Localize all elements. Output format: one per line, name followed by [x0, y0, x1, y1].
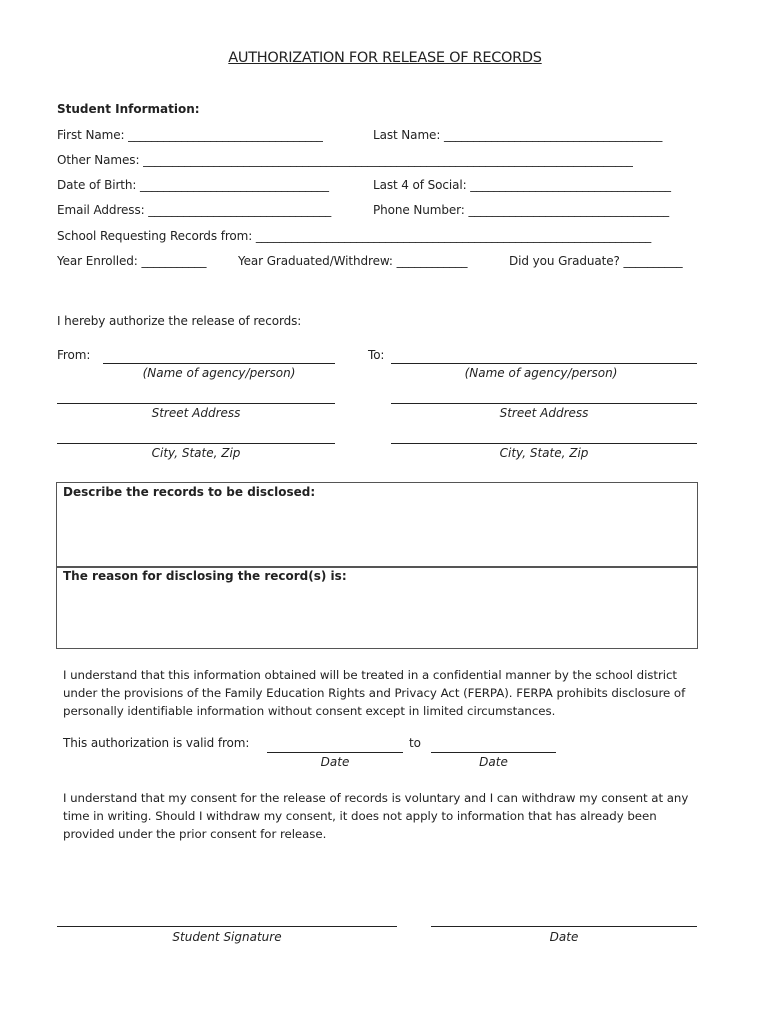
consent-paragraph: I understand that my consent for the release of records is voluntary and I can withdraw my consent at any time in writing. Should I withdraw my consent, it does not apply to information that has already been provided under the prior consent for release.: [63, 791, 689, 841]
to-label: To:: [368, 348, 385, 362]
student-signature-line[interactable]: [57, 926, 397, 927]
student-info-heading: Student Information:: [57, 102, 200, 116]
from-label: From:: [57, 348, 91, 362]
first-name-field[interactable]: First Name: _________________________________: [57, 128, 323, 142]
to-city-line[interactable]: [391, 443, 697, 444]
to-street-caption: Street Address: [499, 406, 589, 420]
signature-date-line[interactable]: [431, 926, 697, 927]
school-requesting-field[interactable]: School Requesting Records from: ___________________________________________________________________: [57, 229, 652, 243]
valid-to-date-caption: Date: [479, 755, 508, 769]
ferpa-paragraph: I understand that this information obtained will be treated in a confidential manner by the school district under the provisions of the Family Education Rights and Privacy Act (FERPA). FERPA prohibits disclosure of personally identifiable information without consent except in limited circumstances.: [63, 668, 686, 718]
to-name-line[interactable]: [391, 363, 697, 364]
last4-social-field[interactable]: Last 4 of Social: __________________________________: [373, 178, 671, 192]
to-name-caption: (Name of agency/person): [464, 366, 618, 380]
authorize-text: I hereby authorize the release of records:: [57, 314, 302, 328]
from-city-caption: City, State, Zip: [151, 446, 241, 460]
dob-field[interactable]: Date of Birth: ________________________________: [57, 178, 329, 192]
from-name-caption: (Name of agency/person): [142, 366, 296, 380]
reason-label: The reason for disclosing the record(s) is:: [63, 569, 347, 583]
describe-records-label: Describe the records to be disclosed:: [63, 485, 316, 499]
to-city-caption: City, State, Zip: [499, 446, 589, 460]
page-title: AUTHORIZATION FOR RELEASE OF RECORDS: [228, 50, 542, 66]
from-city-line[interactable]: [57, 443, 335, 444]
email-field[interactable]: Email Address: _______________________________: [57, 203, 332, 217]
to-street-line[interactable]: [391, 403, 697, 404]
valid-from-date-caption: Date: [320, 755, 350, 769]
last-name-field[interactable]: Last Name: _____________________________________: [373, 128, 663, 142]
valid-to-label: to: [409, 736, 421, 750]
from-name-line[interactable]: [103, 363, 335, 364]
signature-date-caption: Date: [549, 930, 579, 944]
did-graduate-field[interactable]: Did you Graduate? __________: [509, 254, 683, 268]
from-street-line[interactable]: [57, 403, 335, 404]
year-graduated-field[interactable]: Year Graduated/Withdrew: ____________: [238, 254, 468, 268]
student-signature-caption: Student Signature: [172, 930, 282, 944]
valid-from-label: This authorization is valid from:: [63, 736, 250, 750]
valid-from-date-line[interactable]: [267, 752, 403, 753]
phone-field[interactable]: Phone Number: __________________________________: [373, 203, 670, 217]
valid-to-date-line[interactable]: [431, 752, 556, 753]
year-enrolled-field[interactable]: Year Enrolled: ___________: [57, 254, 207, 268]
other-names-field[interactable]: Other Names: ___________________________________________________________________________________: [57, 153, 633, 167]
from-street-caption: Street Address: [151, 406, 241, 420]
